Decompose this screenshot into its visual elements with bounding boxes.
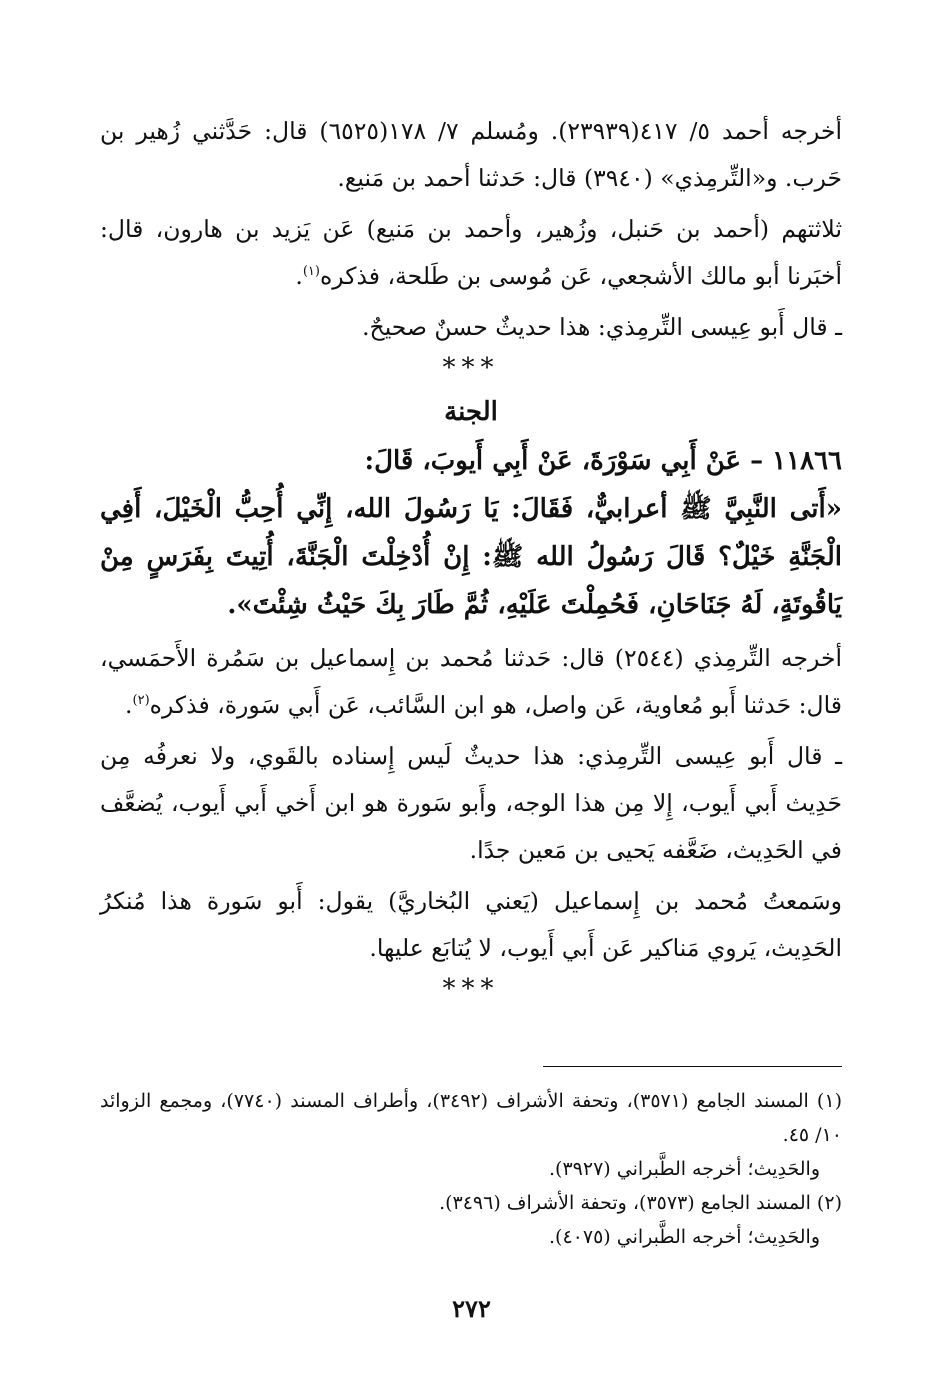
paragraph-takhrij-2	[100, 206, 842, 300]
paragraph-takhrij-2-text: ثلاثتهم (أحمد بن حَنبل، وزُهير، وأحمد بن مَنيع) عَن يَزيد بن هارون، قال: أخبَرنا أبو مالك الأشجعي، عَن مُوسى بن طَلحة، فذكره	[100, 215, 842, 290]
paragraph-takhrij-3	[100, 635, 842, 729]
page-number: ٢٧٢	[452, 1294, 491, 1323]
footnote-1: (١) المسند الجامع (٣٥٧١)، وتحفة الأشراف (٣٤٩٢)، وأطراف المسند (٧٧٤٠)، ومجمع الزوائد ١٠/ ٤٥.	[100, 1090, 842, 1146]
paragraph-takhrij-2-end: .	[295, 262, 303, 290]
footnote-ref-1[interactable]: (١)	[302, 264, 320, 280]
footnote-2: (٢) المسند الجامع (٣٥٧٣)، وتحفة الأشراف (٣٤٩٦).	[439, 1192, 842, 1214]
paragraph-tirmidhi-comment: ـ قال أَبو عِيسى التِّرمِذي: هذا حديثٌ لَيس إِسناده بالقَوي، ولا نعرفُه مِن حَدِيث أَبي أَيوب، إِلا مِن هذا الوجه، وأَبو سَورة هو ابن أَخي أَبي أَيوب، يُضعَّف في الحَدِيث، ضَعَّفه يَحيى بن مَعين جدًا.	[100, 742, 842, 864]
paragraph-takhrij-1: أخرجه أحمد ٥/ ٤١٧(٢٣٩٣٩). ومُسلم ٧/ ١٧٨(٦٥٢٥) قال: حَدَّثني زُهير بن حَرب. و«التِّرمِذي» (٣٩٤٠) قال: حَدثنا أحمد بن مَنيع.	[100, 117, 842, 192]
footnotes	[100, 1084, 842, 1254]
footnote-divider	[543, 1066, 842, 1067]
section-separator: ***	[442, 353, 500, 383]
paragraph-tirmidhi-grade: ـ قال أَبو عِيسى التِّرمِذي: هذا حديثٌ حسنٌ صحيحٌ.	[362, 313, 842, 341]
footnote-1-continuation: والحَدِيث؛ أخرجه الطَّبراني (٣٩٢٧).	[549, 1158, 820, 1180]
footnote-ref-2[interactable]: (٢)	[132, 693, 150, 709]
hadith-number-line: ١١٨٦٦ – عَنْ أَبِي سَوْرَةَ، عَنْ أَبِي أَيوبَ، قَالَ:	[364, 446, 842, 476]
section-heading: الجنة	[444, 397, 498, 427]
paragraph-takhrij-3-end: .	[125, 691, 133, 719]
section-separator-end: ***	[442, 974, 500, 1004]
paragraph-takhrij-3-text: أخرجه التِّرمِذي (٢٥٤٤) قال: حَدثنا مُحمد بن إِسماعيل بن سَمُرة الأَحمَسي، قال: حَدثنا أَبو مُعاوية، عَن واصل، هو ابن السَّائب، عَن أَبي سَورة، فذكره	[100, 644, 842, 719]
hadith-text: «أَتى النَّبِيَّ ﷺ أعرابيٌّ، فَقَالَ: يَا رَسُولَ الله، إِنِّي أُحِبُّ الْخَيْلَ، أَفِي الْجَنَّةِ خَيْلٌ؟ قَالَ رَسُولُ الله ﷺ: إِنْ أُدْخِلْتَ الْجَنَّةَ، أُتِيتَ بِفَرَسٍ مِنْ يَاقُوتَةٍ، لَهُ جَنَاحَانِ، فَحُمِلْتَ عَلَيْهِ، ثُمَّ طَارَ بِكَ حَيْثُ شِئْتَ».	[100, 494, 842, 620]
footnote-2-continuation: والحَدِيث؛ أخرجه الطَّبراني (٤٠٧٥).	[549, 1226, 820, 1248]
main-text	[100, 108, 842, 1008]
paragraph-bukhari-comment: وسَمعتُ مُحمد بن إِسماعيل (يَعني البُخاريَّ) يقول: أَبو سَورة هذا مُنكرُ الحَدِيث، يَروي مَناكير عَن أَبي أَيوب، لا يُتابَع عليها.	[100, 887, 842, 962]
